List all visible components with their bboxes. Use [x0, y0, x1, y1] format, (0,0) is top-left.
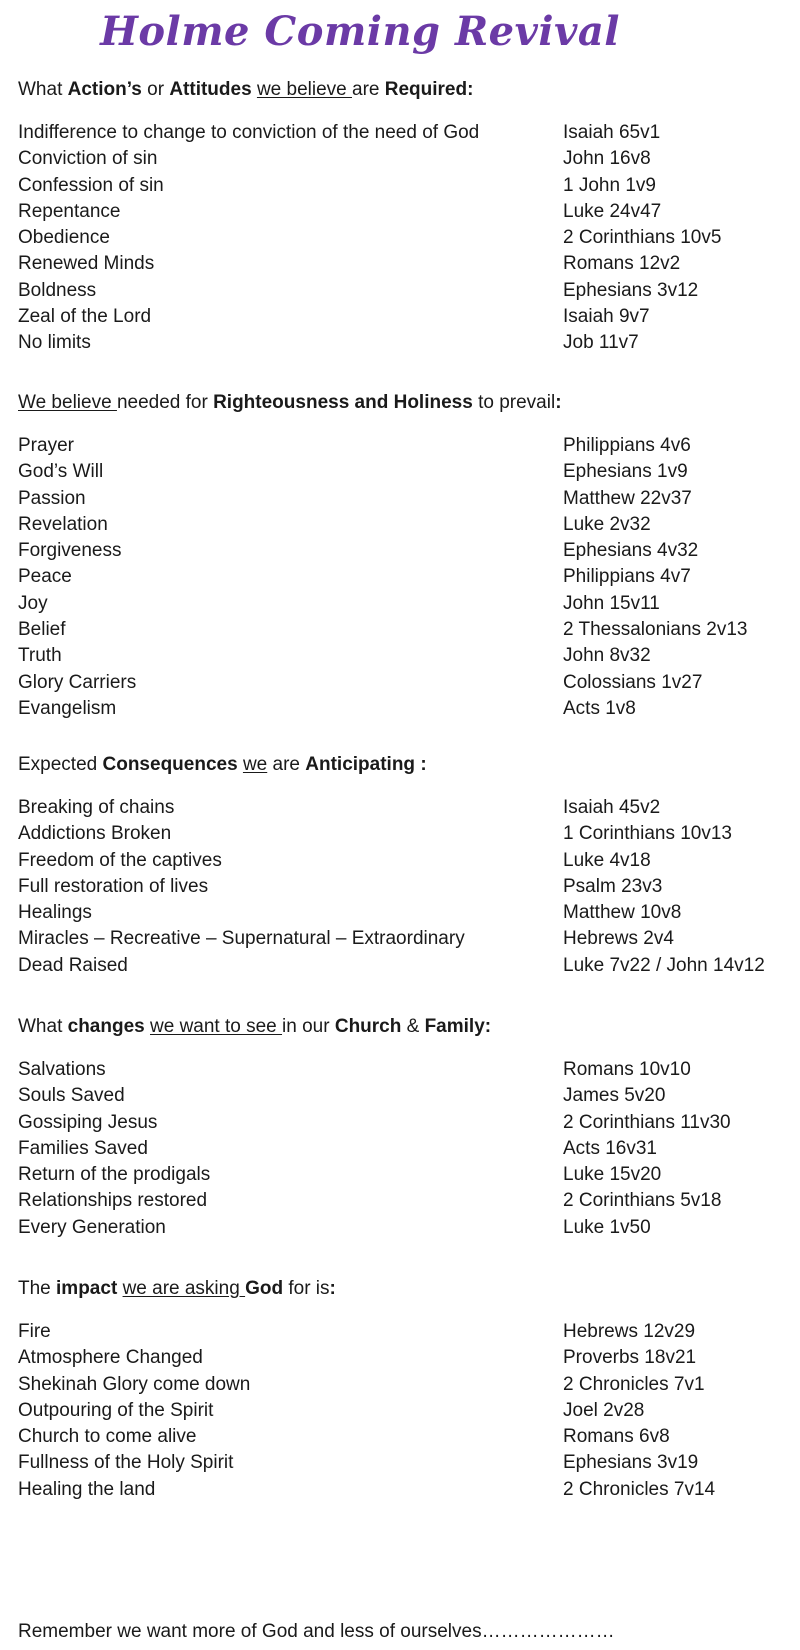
- list-item-text: Obedience: [18, 227, 110, 249]
- list-item-text: Full restoration of lives: [18, 875, 209, 897]
- heading-text-part: to prevail: [472, 392, 556, 413]
- heading-text-part: Required:: [384, 79, 474, 100]
- heading-text-part: &: [401, 1016, 425, 1037]
- list-row: [18, 564, 788, 590]
- list-item-text: Church to come alive: [18, 1426, 197, 1448]
- heading-text-part: Expected: [18, 754, 103, 775]
- scripture-reference: Isaiah 65v1: [563, 122, 661, 143]
- section-list: [18, 120, 788, 357]
- list-item-text: Every Generation: [18, 1216, 166, 1238]
- heading-text-part: we believe: [256, 79, 352, 100]
- list-item-text: Families Saved: [18, 1137, 148, 1159]
- list-row: [18, 1450, 788, 1476]
- list-item-text: Boldness: [18, 279, 97, 301]
- scripture-reference: 2 Corinthians 11v30: [563, 1111, 731, 1133]
- scripture-reference: Joel 2v28: [563, 1399, 645, 1421]
- heading-text-part: God: [245, 1278, 284, 1299]
- section-list: [18, 1057, 788, 1241]
- scripture-reference: Psalm 23v3: [563, 875, 663, 897]
- scripture-reference: Romans 6v8: [563, 1426, 670, 1448]
- scripture-reference: Hebrews 12v29: [563, 1321, 696, 1342]
- list-item-text: Healing the land: [18, 1478, 156, 1500]
- scripture-reference: Hebrews 2v4: [563, 928, 674, 950]
- list-row: [18, 330, 788, 356]
- list-row: [18, 1398, 788, 1424]
- list-item-text: Peace: [18, 566, 72, 588]
- heading-text-part: Consequences: [102, 754, 238, 775]
- scripture-reference: Luke 1v50: [563, 1216, 651, 1238]
- list-row: [18, 953, 788, 979]
- section-heading: [18, 77, 788, 103]
- list-item-text: Shekinah Glory come down: [18, 1373, 251, 1395]
- list-row: [18, 1162, 788, 1188]
- list-item-text: Addictions Broken: [18, 823, 172, 845]
- section-impact: [18, 1276, 788, 1503]
- scripture-reference: 2 Thessalonians 2v13: [563, 619, 748, 641]
- section-righteousness-holiness: [18, 390, 788, 722]
- list-item-text: Glory Carriers: [18, 671, 137, 693]
- scripture-reference: John 8v32: [563, 645, 651, 667]
- heading-text-part: :: [555, 392, 562, 413]
- list-row: [18, 900, 788, 926]
- footer-note: Remember we want more of God and less of ourselves…………………: [18, 1621, 615, 1642]
- list-item-text: Souls Saved: [18, 1085, 125, 1107]
- scripture-reference: John 15v11: [563, 592, 660, 614]
- heading-text-part: for is: [283, 1278, 330, 1299]
- list-row: [18, 1136, 788, 1162]
- list-row: [18, 538, 788, 564]
- heading-text-part: Action’s: [67, 79, 142, 100]
- scripture-reference: Matthew 22v37: [563, 487, 692, 509]
- heading-text-part: :: [329, 1278, 336, 1299]
- list-item-text: Outpouring of the Spirit: [18, 1399, 214, 1421]
- list-item-text: God’s Will: [18, 461, 104, 483]
- scripture-reference: Job 11v7: [563, 332, 639, 354]
- list-row: [18, 459, 788, 485]
- list-row: [18, 433, 788, 459]
- list-row: [18, 1083, 788, 1109]
- list-item-text: Prayer: [18, 435, 74, 456]
- page-title: Holme Coming Revival: [100, 8, 620, 55]
- heading-text-part: or: [141, 79, 170, 100]
- section-heading: [18, 752, 788, 778]
- scripture-reference: Luke 24v47: [563, 200, 662, 222]
- list-row: [18, 874, 788, 900]
- section-list: [18, 1319, 788, 1503]
- list-item-text: Return of the prodigals: [18, 1164, 211, 1186]
- heading-text-part: we are asking: [122, 1278, 246, 1299]
- list-row: [18, 225, 788, 251]
- list-item-text: Indifference to change to conviction of the need of God: [18, 122, 480, 143]
- list-item-text: Salvations: [18, 1059, 106, 1080]
- list-row: [18, 146, 788, 172]
- list-row: [18, 173, 788, 199]
- list-row: [18, 1110, 788, 1136]
- scripture-reference: 2 Corinthians 5v18: [563, 1190, 722, 1212]
- section-list: [18, 433, 788, 722]
- list-item-text: Freedom of the captives: [18, 849, 222, 871]
- section-actions-attitudes: [18, 77, 788, 357]
- section-changes-church-family: [18, 1014, 788, 1241]
- list-row: [18, 251, 788, 277]
- heading-text-part: impact: [56, 1278, 118, 1299]
- list-item-text: Confession of sin: [18, 174, 164, 196]
- scripture-reference: Isaiah 9v7: [563, 306, 650, 328]
- list-item-text: Forgiveness: [18, 540, 122, 562]
- list-row: [18, 512, 788, 538]
- list-row: [18, 1057, 788, 1083]
- heading-text-part: we: [242, 754, 268, 775]
- scripture-reference: 2 Chronicles 7v14: [563, 1478, 716, 1500]
- section-list: [18, 795, 788, 979]
- list-row: [18, 643, 788, 669]
- scripture-reference: Ephesians 3v12: [563, 279, 699, 301]
- scripture-reference: Romans 12v2: [563, 253, 681, 275]
- list-item-text: Zeal of the Lord: [18, 306, 152, 328]
- list-row: [18, 1319, 788, 1345]
- list-row: [18, 1215, 788, 1241]
- scripture-reference: 1 John 1v9: [563, 174, 656, 196]
- scripture-reference: Luke 15v20: [563, 1164, 662, 1186]
- list-row: [18, 821, 788, 847]
- scripture-reference: Ephesians 1v9: [563, 461, 688, 483]
- scripture-reference: Romans 10v10: [563, 1059, 691, 1080]
- scripture-reference: Acts 16v31: [563, 1137, 657, 1159]
- heading-text-part: What: [18, 79, 68, 100]
- list-row: [18, 696, 788, 722]
- scripture-reference: Luke 2v32: [563, 513, 651, 535]
- scripture-reference: Philippians 4v6: [563, 435, 691, 456]
- list-row: [18, 1372, 788, 1398]
- scripture-reference: 2 Corinthians 10v5: [563, 227, 722, 249]
- heading-text-part: Anticipating :: [305, 754, 427, 775]
- heading-text-part: are: [267, 754, 306, 775]
- section-heading: [18, 1276, 788, 1302]
- scripture-reference: Isaiah 45v2: [563, 797, 661, 818]
- list-row: [18, 304, 788, 330]
- list-row: [18, 1345, 788, 1371]
- list-item-text: Dead Raised: [18, 954, 128, 976]
- heading-text-part: Family:: [424, 1016, 492, 1037]
- scripture-reference: Luke 7v22 / John 14v12: [563, 954, 765, 976]
- list-item-text: No limits: [18, 332, 91, 354]
- list-row: [18, 1424, 788, 1450]
- heading-text-part: we want to see: [150, 1016, 283, 1037]
- scripture-reference: Philippians 4v7: [563, 566, 691, 588]
- heading-text-part: The: [18, 1278, 57, 1299]
- list-row: [18, 926, 788, 952]
- scripture-reference: Matthew 10v8: [563, 902, 682, 924]
- list-item-text: Atmosphere Changed: [18, 1347, 203, 1369]
- list-item-text: Repentance: [18, 200, 121, 222]
- scripture-reference: James 5v20: [563, 1085, 666, 1107]
- list-row: [18, 1188, 788, 1214]
- scripture-reference: 1 Corinthians 10v13: [563, 823, 732, 845]
- list-item-text: Fire: [18, 1321, 51, 1342]
- list-item-text: Renewed Minds: [18, 253, 155, 275]
- scripture-reference: Ephesians 3v19: [563, 1452, 699, 1474]
- list-item-text: Passion: [18, 487, 86, 509]
- scripture-reference: Proverbs 18v21: [563, 1347, 697, 1369]
- list-row: [18, 1477, 788, 1503]
- list-item-text: Conviction of sin: [18, 148, 158, 170]
- heading-text-part: in our: [282, 1016, 335, 1037]
- scripture-reference: 2 Chronicles 7v1: [563, 1373, 705, 1395]
- list-row: [18, 848, 788, 874]
- section-heading: [18, 390, 788, 416]
- list-item-text: Revelation: [18, 513, 108, 535]
- heading-text-part: needed for: [116, 392, 214, 413]
- list-row: [18, 120, 788, 146]
- heading-text-part: are: [352, 79, 385, 100]
- list-row: [18, 278, 788, 304]
- list-row: [18, 486, 788, 512]
- heading-text-part: What: [18, 1016, 68, 1037]
- scripture-reference: Colossians 1v27: [563, 671, 703, 693]
- list-item-text: Belief: [18, 619, 66, 641]
- list-row: [18, 591, 788, 617]
- list-item-text: Truth: [18, 645, 62, 667]
- list-item-text: Breaking of chains: [18, 797, 175, 818]
- list-item-text: Miracles – Recreative – Supernatural – Extraordinary: [18, 928, 465, 950]
- scripture-reference: Luke 4v18: [563, 849, 651, 871]
- list-row: [18, 617, 788, 643]
- scripture-reference: Acts 1v8: [563, 697, 636, 719]
- heading-text-part: Attitudes: [169, 79, 252, 100]
- section-heading: [18, 1014, 788, 1040]
- section-consequences: [18, 752, 788, 979]
- heading-text-part: changes: [67, 1016, 145, 1037]
- list-item-text: Evangelism: [18, 697, 117, 719]
- list-item-text: Healings: [18, 902, 92, 924]
- heading-text-part: Church: [334, 1016, 402, 1037]
- scripture-reference: Ephesians 4v32: [563, 540, 699, 562]
- list-row: [18, 670, 788, 696]
- scripture-reference: John 16v8: [563, 148, 651, 170]
- list-item-text: Joy: [18, 592, 48, 614]
- list-row: [18, 795, 788, 821]
- heading-text-part: We believe: [18, 392, 117, 413]
- heading-text-part: Righteousness and Holiness: [213, 392, 473, 413]
- list-row: [18, 199, 788, 225]
- list-item-text: Relationships restored: [18, 1190, 208, 1212]
- list-item-text: Fullness of the Holy Spirit: [18, 1452, 234, 1474]
- list-item-text: Gossiping Jesus: [18, 1111, 158, 1133]
